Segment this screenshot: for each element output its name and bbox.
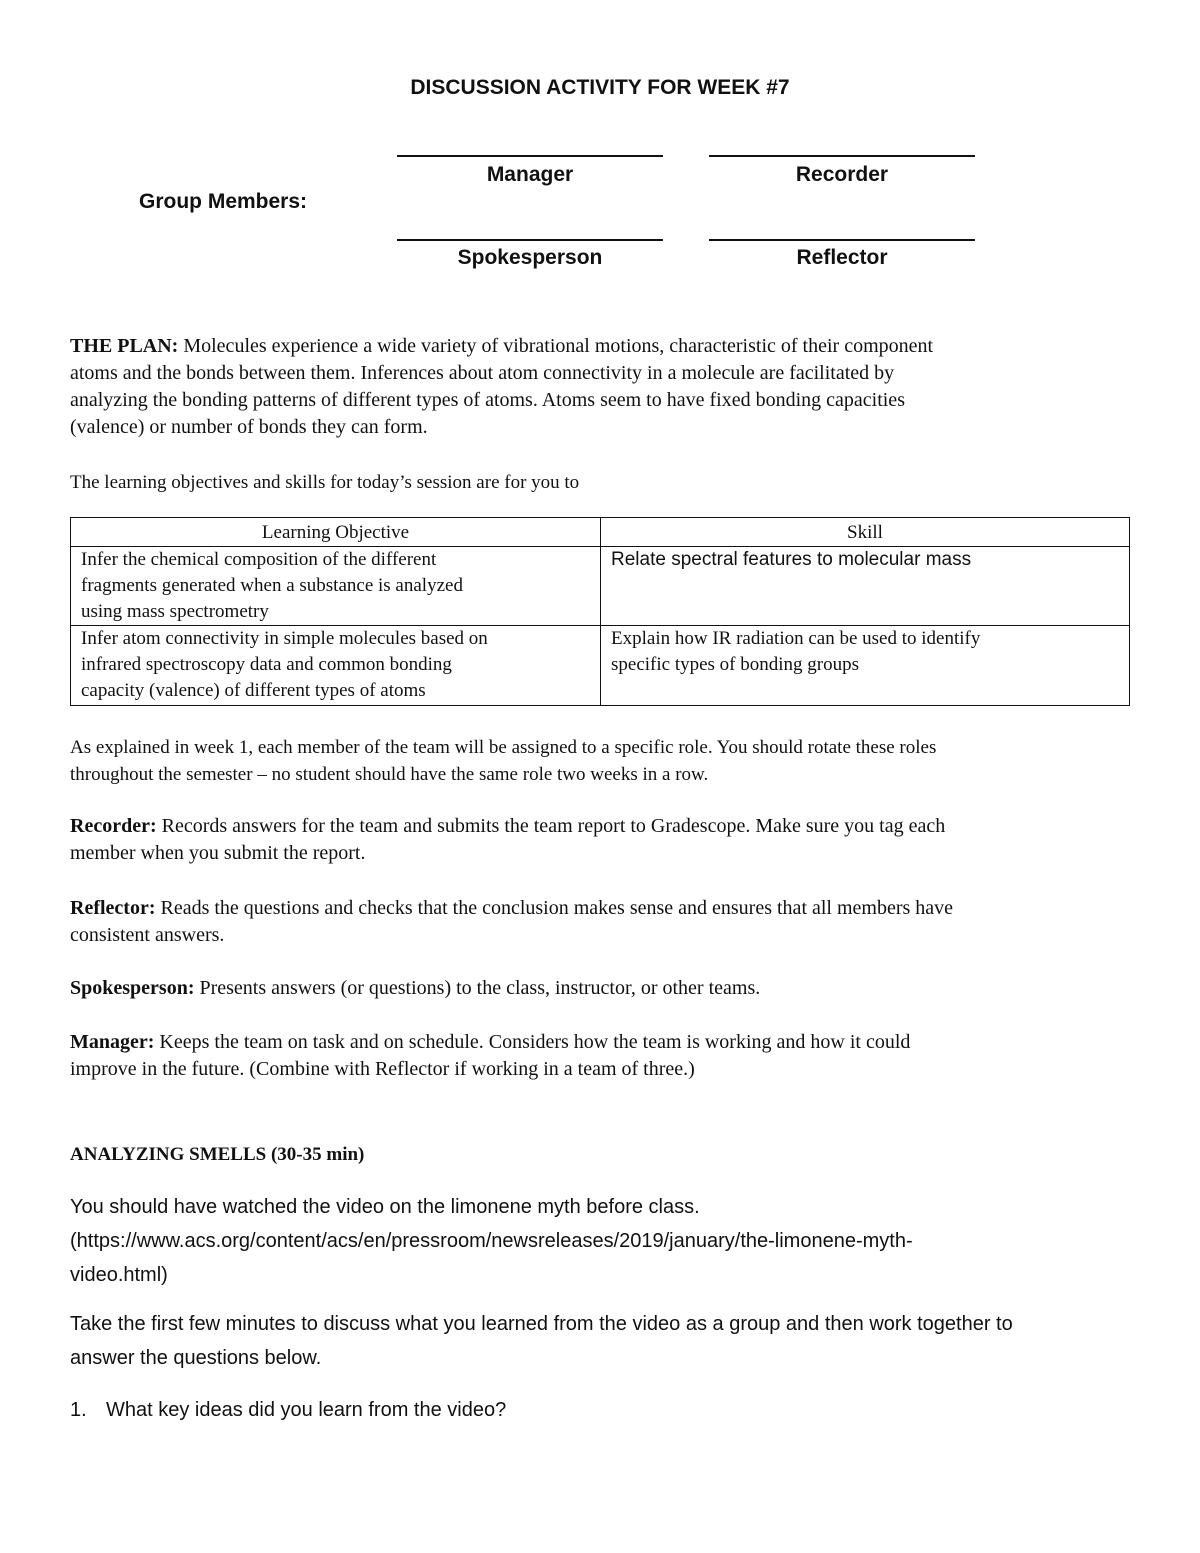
- role-spokesperson: [70, 975, 1130, 1002]
- column-header-objective: Learning Objective: [71, 518, 601, 547]
- cell-line: using mass spectrometry: [81, 601, 269, 622]
- video-url-line[interactable]: video.html): [70, 1264, 168, 1286]
- cell-line: specific types of bonding groups: [611, 654, 860, 675]
- roles-intro-line: throughout the semester – no student should have the same role two weeks in a row.: [70, 764, 709, 785]
- objective-cell: [71, 547, 601, 626]
- cell-line: capacity (valence) of different types of atoms: [81, 680, 426, 701]
- skill-cell: [601, 626, 1130, 706]
- question-item: [70, 1393, 1130, 1427]
- objectives-table: [70, 517, 1130, 706]
- question-text: What key ideas did you learn from the video?: [106, 1399, 507, 1421]
- plan-line: atoms and the bonds between them. Inferences about atom connectivity in a molecule are facilitated by: [70, 362, 895, 384]
- role-name: Recorder:: [70, 815, 157, 837]
- cell-line: Infer atom connectivity in simple molecules based on: [81, 628, 488, 649]
- cell-line: Infer the chemical composition of the different: [81, 549, 437, 570]
- discuss-line: Take the first few minutes to discuss what you learned from the video as a group and then work together to: [70, 1313, 1013, 1335]
- role-name: Manager:: [70, 1031, 155, 1053]
- role-reflector: [70, 895, 1130, 949]
- recorder-role-label: Recorder: [795, 163, 889, 186]
- role-recorder: [70, 813, 1130, 867]
- plan-line: analyzing the bonding patterns of different types of atoms. Atoms seem to have fixed bonding capacities: [70, 389, 905, 411]
- manager-signature-line[interactable]: [397, 155, 663, 157]
- video-url-line[interactable]: (https://www.acs.org/content/acs/en/pressroom/newsreleases/2019/january/the-limonene-myth-: [70, 1230, 913, 1252]
- spokesperson-role-label: Spokesperson: [457, 246, 603, 269]
- group-members-label: Group Members:: [139, 190, 308, 213]
- table-header-row: [71, 518, 1130, 547]
- role-line: Reads the questions and checks that the conclusion makes sense and ensures that all members have: [155, 897, 954, 919]
- role-name: Reflector:: [70, 897, 156, 919]
- video-paragraph: [70, 1190, 1130, 1292]
- recorder-signature-line[interactable]: [709, 155, 975, 157]
- reflector-signature-line[interactable]: [709, 239, 975, 241]
- role-line: member when you submit the report.: [70, 842, 366, 864]
- discuss-line: answer the questions below.: [70, 1347, 322, 1369]
- question-number: 1.: [70, 1399, 87, 1421]
- skill-cell: [601, 547, 1130, 626]
- role-line: consistent answers.: [70, 924, 225, 946]
- cell-line: infrared spectroscopy data and common bonding: [81, 654, 452, 675]
- cell-line: Relate spectral features to molecular mass: [611, 549, 972, 570]
- role-manager: [70, 1029, 1130, 1083]
- role-line: Keeps the team on task and on schedule. Considers how the team is working and how it could: [154, 1031, 911, 1053]
- page-title: DISCUSSION ACTIVITY FOR WEEK #7: [410, 76, 790, 99]
- section-heading: ANALYZING SMELLS (30-35 min): [70, 1144, 365, 1165]
- table-row: [71, 547, 1130, 626]
- roles-intro: [70, 734, 1130, 788]
- plan-paragraph: [70, 333, 1130, 441]
- role-line: Presents answers (or questions) to the class, instructor, or other teams.: [194, 977, 761, 999]
- plan-line: Molecules experience a wide variety of vibrational motions, characteristic of their component: [178, 335, 934, 357]
- discuss-paragraph: [70, 1307, 1130, 1375]
- plan-line: (valence) or number of bonds they can form.: [70, 416, 428, 438]
- manager-role-label: Manager: [486, 163, 574, 186]
- objectives-intro: The learning objectives and skills for today’s session are for you to: [70, 472, 580, 493]
- role-line: Records answers for the team and submits the team report to Gradescope. Make sure you tag each: [156, 815, 946, 837]
- role-line: improve in the future. (Combine with Reflector if working in a team of three.): [70, 1058, 695, 1080]
- reflector-role-label: Reflector: [796, 246, 888, 269]
- spokesperson-signature-line[interactable]: [397, 239, 663, 241]
- role-name: Spokesperson:: [70, 977, 195, 999]
- plan-heading: THE PLAN:: [70, 335, 179, 357]
- roles-intro-line: As explained in week 1, each member of the team will be assigned to a specific role. You should rotate these roles: [70, 737, 937, 758]
- column-header-skill: Skill: [601, 518, 1130, 547]
- video-line: You should have watched the video on the limonene myth before class.: [70, 1196, 700, 1218]
- table-row: [71, 626, 1130, 706]
- cell-line: fragments generated when a substance is analyzed: [81, 575, 463, 596]
- objective-cell: [71, 626, 601, 706]
- cell-line: Explain how IR radiation can be used to identify: [611, 628, 981, 649]
